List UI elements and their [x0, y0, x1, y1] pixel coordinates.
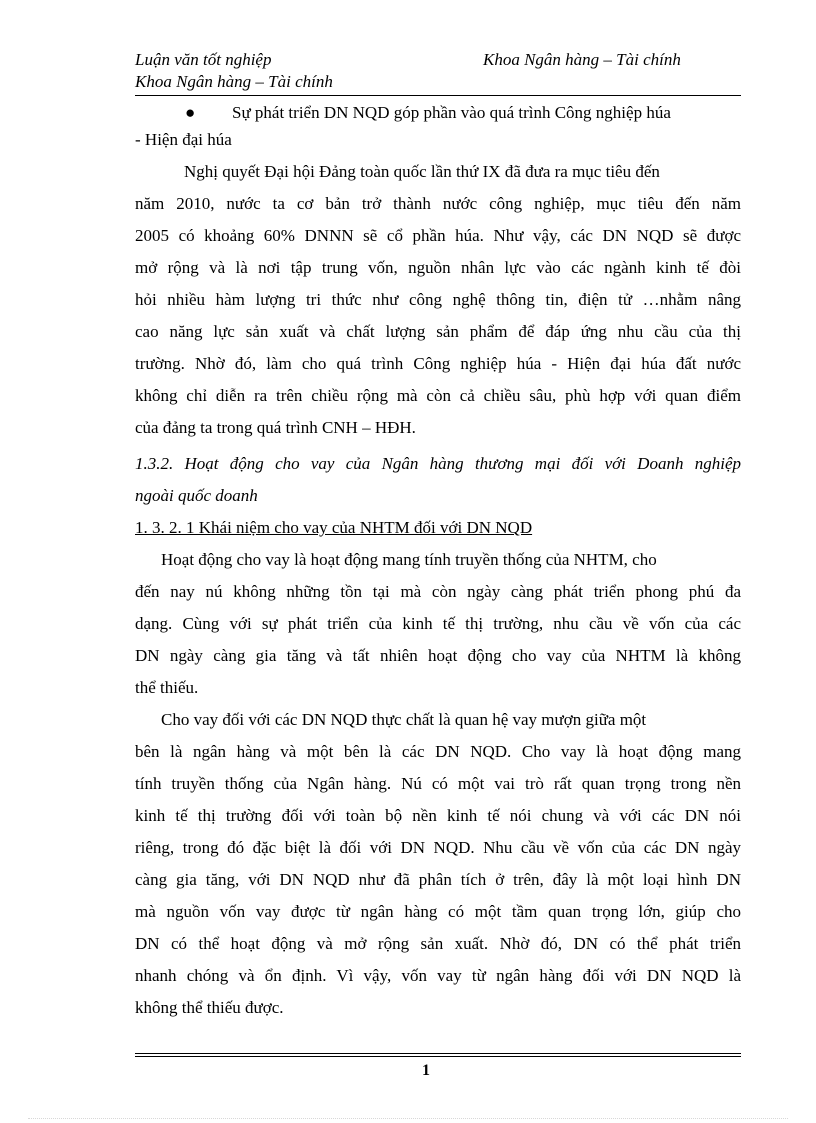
text-line: Cho vay đối với các DN NQD thực chất là quan hệ vay mượn giữa một — [161, 710, 647, 729]
text-line: DN có thể hoạt động và mở rộng sản xuất. Nhờ đó, DN có thể phát triển — [135, 934, 741, 953]
text-line: dạng. Cùng với sự phát triển của kinh tế thị trường, nhu cầu về vốn của các — [135, 614, 741, 633]
text-line: đến nay nú không những tồn tại mà còn ngày càng phát triển phong phú đa — [135, 582, 741, 601]
text-line: bên là ngân hàng và một bên là các DN NQD. Cho vay là hoạt động mang — [135, 742, 741, 761]
text-line: càng gia tăng, với DN NQD như đã phân tích ở trên, đây là một loại hình DN — [135, 870, 741, 889]
text-line: DN ngày càng gia tăng và tất nhiên hoạt động cho vay của NHTM là không — [135, 646, 741, 665]
bullet-text-line2: - Hiện đại húa — [135, 130, 232, 149]
bullet-icon: ● — [185, 103, 196, 122]
header-faculty-left: Khoa Ngân hàng – Tài chính — [135, 72, 333, 91]
subsection-heading — [135, 512, 741, 544]
text-line: không thể thiếu được. — [135, 998, 284, 1017]
paragraph-2 — [135, 544, 741, 704]
text-line: mở rộng và là nơi tập trung vốn, nguồn nhân lực vào các ngành kinh tế đòi — [135, 258, 741, 277]
text-line: Hoạt động cho vay là hoạt động mang tính truyền thống của NHTM, cho — [161, 550, 657, 569]
text-line: nhanh chóng và ổn định. Vì vậy, vốn vay từ ngân hàng đối với DN NQD là — [135, 966, 741, 985]
footer-rule — [135, 1053, 741, 1054]
footer-rule — [135, 1056, 741, 1057]
text-line: kinh tế thị trường đối với toàn bộ nền kinh tế nói chung và với các DN nói — [135, 806, 741, 825]
text-line: trường. Nhờ đó, làm cho quá trình Công nghiệp húa - Hiện đại húa đất nước — [135, 354, 741, 373]
bullet-text-line1: Sự phát triển DN NQD góp phần vào quá trình Công nghiệp húa — [232, 103, 671, 122]
text-line: riêng, trong đó đặc biệt là đối với DN NQD. Nhu cầu về vốn của các DN ngày — [135, 838, 741, 857]
subsection-heading-text: 1. 3. 2. 1 Khái niệm cho vay của NHTM đối với DN NQD — [135, 518, 533, 537]
text-line: không chỉ diễn ra trên chiều rộng mà còn cả chiều sâu, phù hợp với quan điểm — [135, 386, 741, 405]
header-faculty-right: Khoa Ngân hàng – Tài chính — [483, 50, 681, 69]
text-line: năm 2010, nước ta cơ bản trở thành nước công nghiệp, mục tiêu đến năm — [135, 194, 741, 213]
header-thesis-label: Luận văn tốt nghiệp — [135, 50, 272, 69]
paragraph-1 — [135, 156, 741, 444]
text-line: hỏi nhiều hàm lượng tri thức như công nghệ thông tin, điện tử …nhằm nâng — [135, 290, 741, 309]
text-line: mà nguồn vốn vay được từ ngân hàng có một tầm quan trọng lớn, giúp cho — [135, 902, 741, 921]
section-heading — [135, 448, 741, 512]
page-bottom-dotted-rule — [28, 1118, 788, 1119]
header-rule — [135, 95, 741, 96]
text-line: thể thiếu. — [135, 678, 199, 697]
text-line: 2005 có khoảng 60% DNNN sẽ cổ phần húa. Như vậy, các DN NQD sẽ được — [135, 226, 741, 245]
text-line: Nghị quyết Đại hội Đảng toàn quốc lần thứ IX đã đưa ra mục tiêu đến — [184, 162, 660, 181]
bullet-continuation — [135, 124, 741, 156]
paragraph-3 — [135, 704, 741, 1024]
text-line: cao năng lực sản xuất và chất lượng sản phẩm để đáp ứng nhu cầu của thị — [135, 322, 741, 341]
text-line: tính truyền thống của Ngân hàng. Nú có một vai trò rất quan trọng trong nền — [135, 774, 741, 793]
page-number: 1 — [422, 1062, 430, 1079]
text-line: của đảng ta trong quá trình CNH – HĐH. — [135, 418, 416, 437]
section-heading-line1: 1.3.2. Hoạt động cho vay của Ngân hàng thương mại đối với Doanh nghiệp — [135, 454, 741, 473]
section-heading-line2: ngoài quốc doanh — [135, 486, 258, 505]
